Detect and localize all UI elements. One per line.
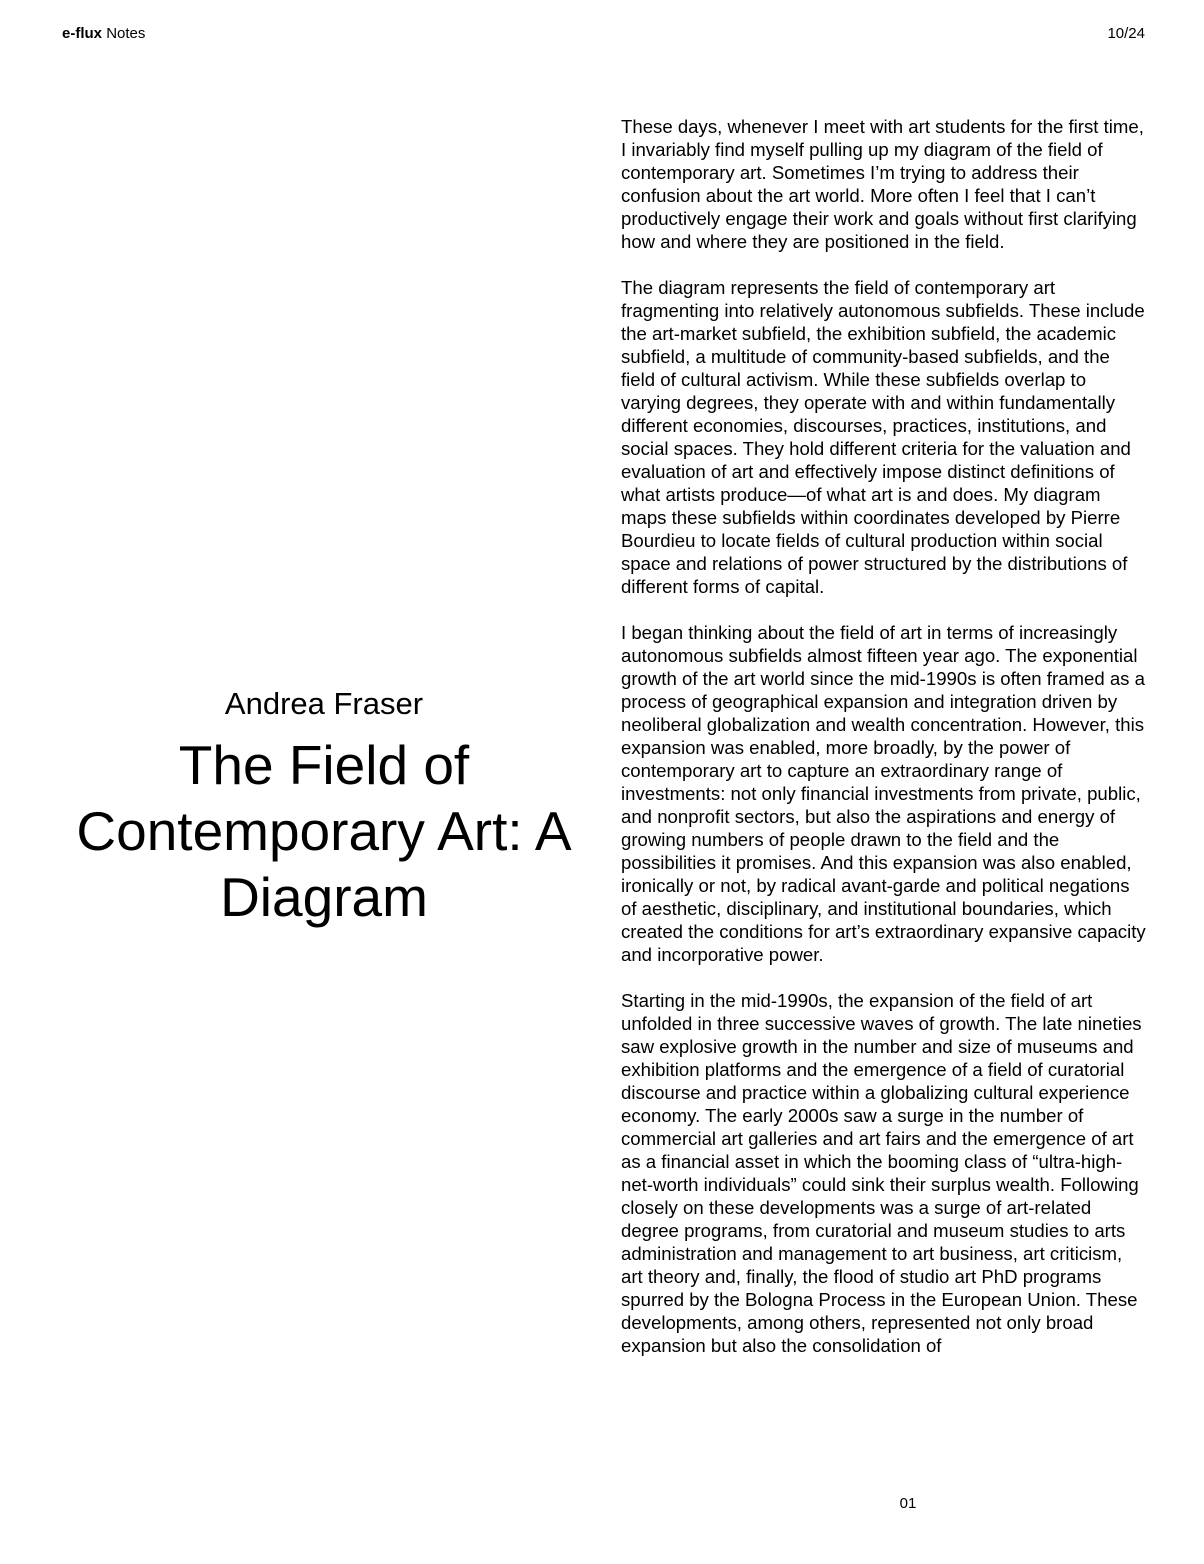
title-block — [62, 684, 586, 930]
brand-name: e-flux — [62, 25, 103, 42]
paragraph: These days, whenever I meet with art students for the first time, I invariably find myself pulling up my diagram of the field of contemporary art. Sometimes I’m trying to address their confusion about the art world. More often I feel that I can’t productively engage their work and goals without first clarifying how and where they are positioned in the field. — [621, 116, 1144, 252]
paragraph: I began thinking about the field of art in terms of increasingly autonomous subfields almost fifteen year ago. The exponential growth of the art world since the mid-1990s is often framed as a process of geographical expansion and integration driven by neoliberal globalization and wealth concentration. However, this expansion was enabled, more broadly, by the power of contemporary art to capture an extraordinary range of investments: not only financial investments from private, public, and nonprofit sectors, but also the aspirations and energy of growing numbers of people drawn to the field and the possibilities it promises. And this expansion was also enabled, ironically or not, by radical avant-garde and political negations of aesthetic, disciplinary, and institutional boundaries, which created the conditions for art’s extraordinary expansive capacity and incorporative power. — [621, 622, 1146, 965]
publication-header — [62, 24, 145, 44]
page-number: 01 — [899, 1495, 917, 1512]
page-indicator: 10/24 — [1107, 25, 1145, 42]
author-name: Andrea Fraser — [224, 686, 424, 721]
article-title: The Field of Contemporary Art: A Diagram — [76, 734, 572, 928]
paragraph: The diagram represents the field of contemporary art fragmenting into relatively autonomous subfields. These include the art-market subfield, the exhibition subfield, the academic subfield, a multitude of community-based subfields, and the field of cultural activism. While these subfields overlap to varying degrees, they operate with and within fundamentally different economies, discourses, practices, institutions, and social spaces. They hold different criteria for the valuation and evaluation of art and effectively impose distinct definitions of what artists produce—of what art is and does. My diagram maps these subfields within coordinates developed by Pierre Bourdieu to locate fields of cultural production within social space and relations of power structured by the distributions of different forms of capital. — [621, 277, 1145, 597]
paragraph: Starting in the mid-1990s, the expansion of the field of art unfolded in three successive waves of growth. The late nineties saw explosive growth in the number and size of museums and exhibition platforms and the emergence of a field of curatorial discourse and practice within a globalizing cultural experience economy. The early 2000s saw a surge in the number of commercial art galleries and art fairs and the emergence of art as a financial asset in which the booming class of “ultra-high-net-worth individuals” could sink their surplus wealth. Following closely on these developments was a surge of art-related degree programs, from curatorial and museum studies to arts administration and management to art business, art criticism, art theory and, finally, the flood of studio art PhD programs spurred by the Bologna Process in the European Union. These developments, among others, represented not only broad expansion but also the consolidation of — [621, 990, 1142, 1356]
article-body — [621, 115, 1147, 1380]
section-name: Notes — [106, 25, 146, 42]
